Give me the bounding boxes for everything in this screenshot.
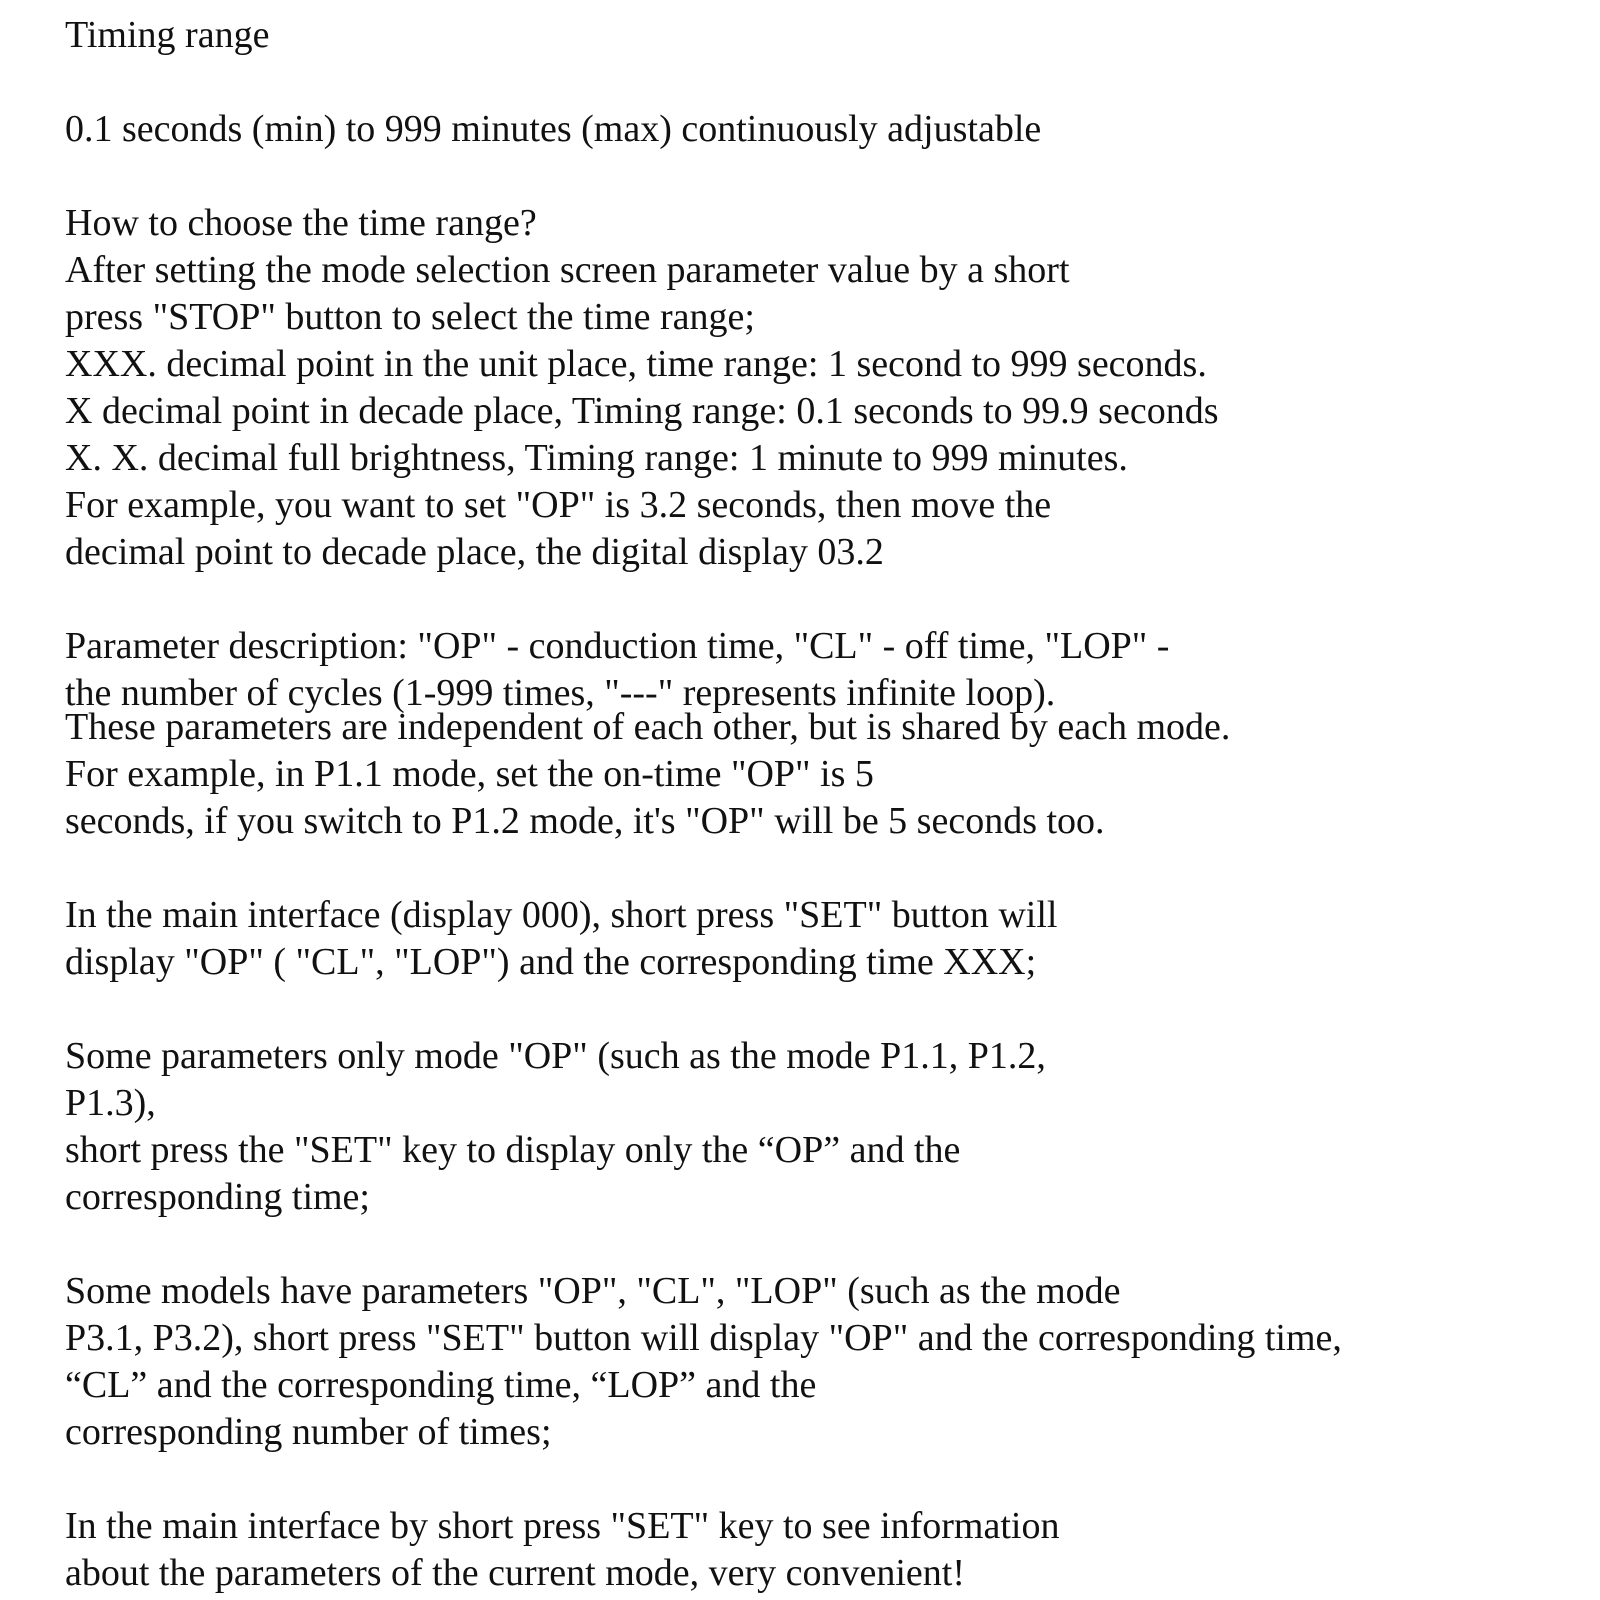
spacer xyxy=(65,153,1585,200)
spacer xyxy=(65,986,1585,1033)
op-only-line: P1.3), xyxy=(65,1082,156,1124)
choose-range-line: X decimal point in decade place, Timing range: 0.1 seconds to 99.9 seconds xyxy=(65,390,1219,432)
choose-range-line: After setting the mode selection screen parameter value by a short xyxy=(65,249,1070,291)
timing-range-heading: Timing range xyxy=(65,14,270,56)
parameter-description-line: For example, in P1.1 mode, set the on-time "OP" is 5 xyxy=(65,753,874,795)
choose-range-line: press "STOP" button to select the time range; xyxy=(65,296,755,338)
parameter-description-line: These parameters are independent of each other, but is shared by each mode. xyxy=(65,706,1231,748)
all-params-line: Some models have parameters "OP", "CL", "LOP" (such as the mode xyxy=(65,1270,1121,1312)
op-only-line: short press the "SET" key to display only the “OP” and the xyxy=(65,1129,961,1171)
choose-range-line: X. X. decimal full brightness, Timing range: 1 minute to 999 minutes. xyxy=(65,437,1128,479)
parameter-description-line: seconds, if you switch to P1.2 mode, it's "OP" will be 5 seconds too. xyxy=(65,800,1105,842)
choose-range-question: How to choose the time range? xyxy=(65,202,537,244)
spacer xyxy=(65,1221,1585,1268)
all-params-line: corresponding number of times; xyxy=(65,1411,552,1453)
op-only-line: Some parameters only mode "OP" (such as the mode P1.1, P1.2, xyxy=(65,1035,1046,1077)
closing-line: In the main interface by short press "SET" key to see information xyxy=(65,1505,1060,1547)
main-interface-line: display "OP" ( "CL", "LOP") and the corresponding time XXX; xyxy=(65,941,1037,983)
spacer xyxy=(65,59,1585,106)
spacer xyxy=(65,845,1585,892)
all-params-line: “CL” and the corresponding time, “LOP” and the xyxy=(65,1364,817,1406)
parameter-description-line: the number of cycles (1-999 times, "---" represents infinite loop). xyxy=(65,672,1056,714)
main-interface-line: In the main interface (display 000), short press "SET" button will xyxy=(65,894,1058,936)
parameter-description-line: Parameter description: "OP" - conduction time, "CL" - off time, "LOP" - xyxy=(65,625,1170,667)
choose-range-line: decimal point to decade place, the digital display 03.2 xyxy=(65,531,884,573)
timing-range-value: 0.1 seconds (min) to 999 minutes (max) continuously adjustable xyxy=(65,108,1042,150)
choose-range-line: For example, you want to set "OP" is 3.2 seconds, then move the xyxy=(65,484,1052,526)
spacer xyxy=(65,1456,1585,1503)
choose-range-line: XXX. decimal point in the unit place, time range: 1 second to 999 seconds. xyxy=(65,343,1207,385)
closing-line: about the parameters of the current mode, very convenient! xyxy=(65,1552,966,1594)
op-only-line: corresponding time; xyxy=(65,1176,370,1218)
document-page xyxy=(65,12,1585,1597)
spacer xyxy=(65,576,1585,623)
all-params-line: P3.1, P3.2), short press "SET" button will display "OP" and the corresponding time, xyxy=(65,1317,1342,1359)
